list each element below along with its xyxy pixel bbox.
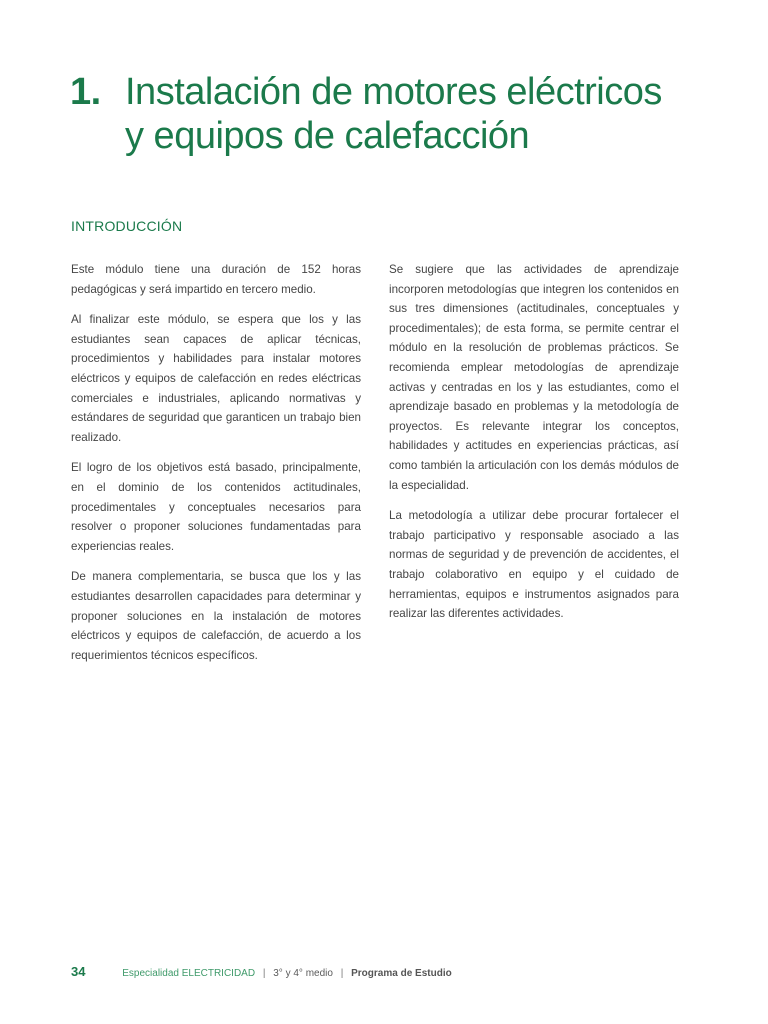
footer-grades: 3° y 4° medio: [273, 968, 333, 979]
right-column: [389, 260, 679, 635]
page-number: 34: [71, 964, 86, 979]
paragraph: Este módulo tiene una duración de 152 horas pedagógicas y será impartido en tercero medio.: [71, 263, 361, 296]
footer-specialty: Especialidad ELECTRICIDAD: [122, 968, 256, 979]
page-footer: [71, 964, 711, 979]
paragraph: El logro de los objetivos está basado, principalmente, en el dominio de los contenidos actitudinales, procedimentales y conceptuales necesarios para resolver o proponer soluciones fundamentadas para experiencias reales.: [71, 461, 361, 553]
chapter-title-line-1: Instalación de motores eléctricos: [125, 71, 662, 113]
paragraph: La metodología a utilizar debe procurar fortalecer el trabajo participativo y responsable asociado a las normas de seguridad y de prevención de accidentes, el trabajo colaborativo en equipo y el cuidado de herramientas, equipos e instrumentos asignados para realizar las diferentes actividades.: [389, 509, 679, 621]
chapter-title-line-2: y equipos de calefacción: [125, 115, 530, 157]
footer-separator: |: [340, 968, 344, 979]
paragraph: Al finalizar este módulo, se espera que los y las estudiantes sean capaces de aplicar técnicas, procedimientos y habilidades para instalar motores eléctricos y equipos de calefacción en redes eléctricas comerciales e industriales, aplicando normativas y estándares de seguridad que garanticen un trabajo bien realizado.: [71, 313, 361, 444]
left-column: [71, 260, 361, 676]
footer-program: Programa de Estudio: [351, 968, 452, 979]
chapter-number: 1.: [70, 71, 101, 113]
chapter-title: [125, 70, 735, 158]
paragraph: Se sugiere que las actividades de aprendizaje incorporen metodologías que integren los contenidos en sus tres dimensiones (actitudinales, conceptuales y procedimentales); de esta forma, se permite centrar el módulo en la resolución de problemas prácticos. Se recomienda emplear metodologías de aprendizaje activas y centradas en los y las estudiantes, como el aprendizaje basado en problemas y la metodología de proyectos. Es relevante integrar los conceptos, habilidades y actitudes en experiencias prácticas, así como también la articulación con los demás módulos de la especialidad.: [389, 263, 679, 492]
paragraph: De manera complementaria, se busca que los y las estudiantes desarrollen capacidades para determinar y proponer soluciones en la instalación de motores eléctricos y equipos de calefacción, de acuerdo a los requerimientos técnicos específicos.: [71, 570, 361, 662]
section-heading: INTRODUCCIÓN: [71, 218, 183, 234]
footer-separator: |: [262, 968, 266, 979]
